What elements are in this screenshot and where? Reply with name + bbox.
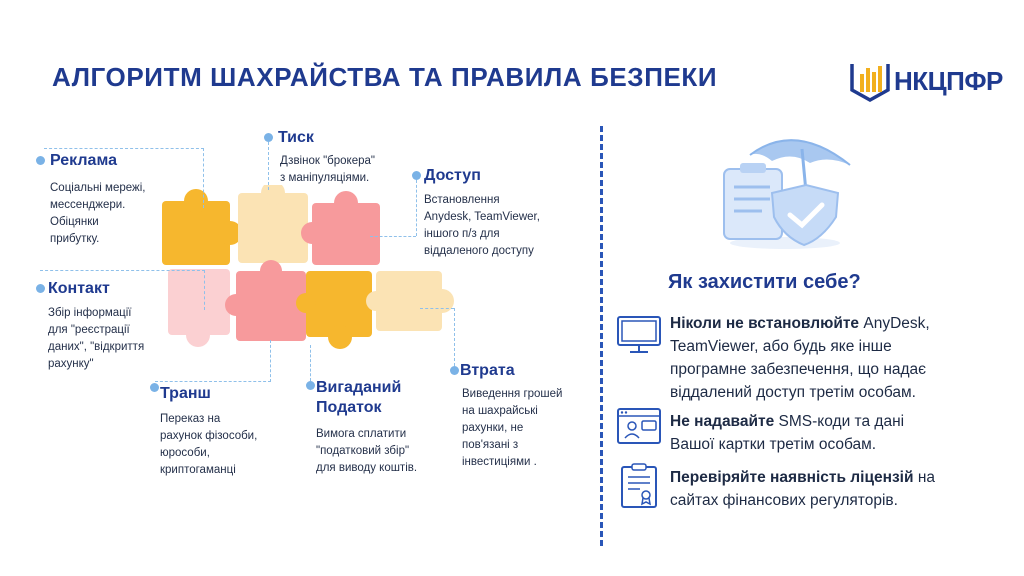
stage-kontakt-title: Контакт — [48, 280, 110, 297]
puzzle-piece-cream-2 — [366, 271, 454, 331]
dostup-connector — [370, 236, 416, 237]
tysk-connector — [268, 142, 269, 190]
logo-emblem-icon — [848, 56, 892, 104]
tip-no-install: Ніколи не встановлюйте AnyDesk, TeamViewer, або будь яке інше програмне забезпечення, що надає віддалений доступ третім особам. — [670, 315, 930, 401]
reklama-connector-v — [203, 148, 204, 208]
logo-text: НКЦПФР — [894, 66, 1003, 96]
stage-vtrata-title: Втрата — [460, 362, 515, 379]
nkcpfr-logo — [848, 56, 1003, 104]
vtrata-connector-v — [454, 308, 455, 366]
stage-tysk-text: Дзвінок "брокера" з маніпуляціями. — [280, 155, 375, 184]
stage-dostup-title: Доступ — [424, 167, 481, 184]
reklama-dot — [36, 156, 45, 165]
stage-transh-title: Транш — [160, 385, 211, 402]
license-document-icon — [620, 463, 658, 509]
section-divider — [600, 126, 603, 546]
stage-reklama-title: Реклама — [50, 152, 117, 169]
transh-connector-v — [270, 340, 271, 382]
puzzle-piece-pink-2 — [225, 260, 306, 341]
podatok-dot — [306, 381, 315, 390]
puzzle-piece-light-pink-1 — [168, 269, 230, 347]
stage-vtrata-text: Виведення грошей на шахрайські рахунки, не пов'язані з інвестиціями . — [462, 388, 563, 468]
puzzle-illustration — [140, 185, 470, 375]
kontakt-dot — [36, 284, 45, 293]
puzzle-piece-orange-2 — [296, 271, 372, 349]
tysk-dot — [264, 133, 273, 142]
transh-dot — [150, 383, 159, 392]
sms-chat-icon — [616, 407, 662, 445]
umbrella-shield-icon — [710, 125, 860, 255]
monitor-icon — [616, 315, 662, 355]
reklama-connector — [44, 148, 204, 149]
page-title: АЛГОРИТМ ШАХРАЙСТВА ТА ПРАВИЛА БЕЗПЕКИ — [52, 62, 718, 92]
tip-check-license: Перевіряйте наявність ліцензій на сайтах фінансових регуляторів. — [670, 469, 936, 509]
protect-title: Як захистити себе? — [668, 271, 861, 293]
vtrata-connector — [420, 308, 454, 309]
stage-kontakt-text: Збір інформації для "реєстрації даних", "відкриття рахунку" — [48, 307, 145, 370]
puzzle-piece-pink-1 — [301, 191, 380, 265]
stage-podatok-text: Вимога сплатити "податковий збір" для виводу коштів. — [316, 428, 418, 474]
tip-no-sms-codes: Не надавайте SMS-коди та дані Вашої картки третім особам. — [670, 413, 905, 453]
puzzle-piece-cream-1 — [238, 185, 308, 263]
vtrata-dot — [450, 366, 459, 375]
dostup-dot — [412, 171, 421, 180]
stage-dostup-text: Встановлення Anydesk, TeamViewer, іншого п/з для віддаленого доступу — [424, 194, 540, 257]
puzzle-piece-orange-1 — [162, 189, 242, 265]
podatok-connector — [310, 345, 311, 381]
transh-connector — [155, 381, 271, 382]
kontakt-connector — [40, 270, 205, 271]
kontakt-connector-v — [204, 270, 205, 310]
dostup-connector-v — [416, 180, 417, 236]
stage-tysk-title: Тиск — [278, 129, 314, 146]
stage-podatok-title: Вигаданий Податок — [316, 379, 402, 416]
stage-transh-text: Переказ на рахунок фізособи, юрособи, криптогаманці — [160, 413, 258, 476]
stage-reklama-text: Соціальні мережі, мессенджери. Обіцянки прибутку. — [50, 182, 146, 245]
